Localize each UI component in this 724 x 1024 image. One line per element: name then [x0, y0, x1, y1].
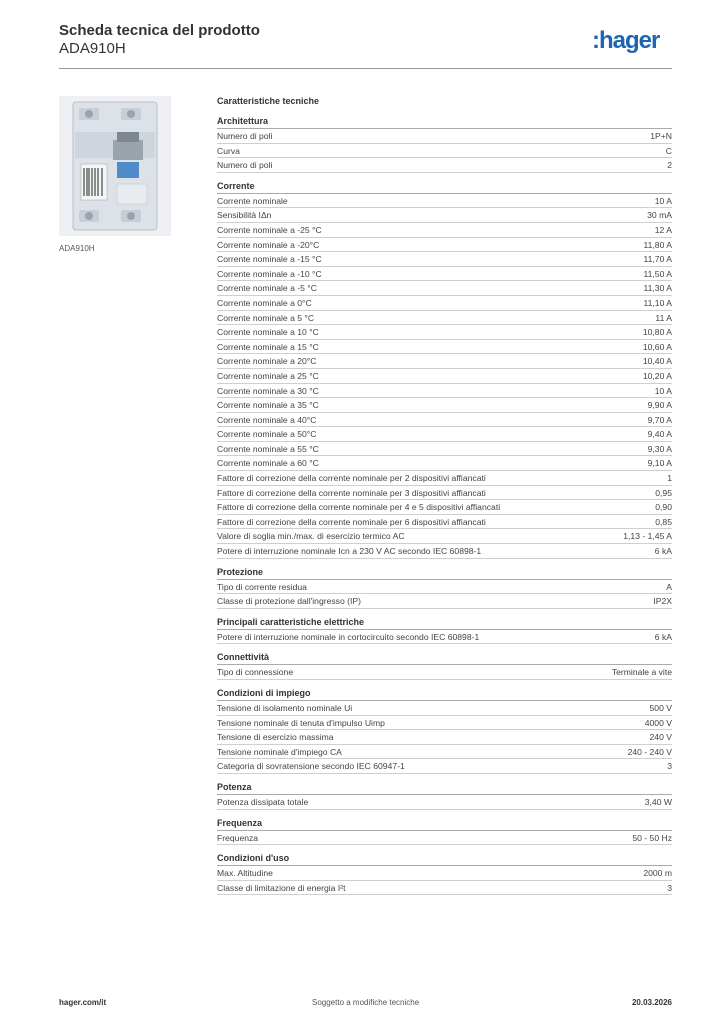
- section-title: Frequenza: [217, 816, 672, 831]
- section-title: Protezione: [217, 565, 672, 580]
- spec-row: [217, 340, 672, 355]
- page-title: Scheda tecnica del prodotto: [59, 22, 260, 39]
- spec-value: 9,90 A: [647, 400, 672, 411]
- spec-label: Frequenza: [217, 832, 259, 843]
- spec-label: Corrente nominale a -5 °C: [217, 283, 317, 294]
- spec-value: 3: [667, 761, 672, 772]
- spec-label: Tipo di connessione: [217, 667, 294, 678]
- spec-row: [217, 580, 672, 595]
- section-title: Principali caratteristiche elettriche: [217, 615, 672, 630]
- spec-label: Potere di interruzione nominale in cortocircuito secondo IEC 60898-1: [217, 631, 480, 642]
- spec-label: Potere di interruzione nominale Icn a 230 V AC secondo IEC 60898-1: [217, 546, 482, 557]
- spec-label: Corrente nominale a 0°C: [217, 297, 312, 308]
- spec-section: [217, 851, 672, 895]
- spec-label: Classe di limitazione di energia I²t: [217, 882, 346, 893]
- spec-label: Corrente nominale a -25 °C: [217, 224, 322, 235]
- header-divider: [59, 68, 672, 69]
- product-image: [59, 96, 171, 236]
- spec-value: 50 - 50 Hz: [632, 832, 672, 843]
- footer-notice: Soggetto a modifiche tecniche: [312, 998, 420, 1007]
- section-title: Condizioni di impiego: [217, 686, 672, 701]
- spec-label: Fattore di correzione della corrente nominale per 4 e 5 dispositivi affiancati: [217, 502, 501, 513]
- section-title: Corrente: [217, 179, 672, 194]
- spec-value: 12 A: [654, 224, 672, 235]
- spec-value: 1,13 - 1,45 A: [623, 531, 672, 542]
- technical-specs: [217, 94, 672, 895]
- spec-section: [217, 650, 672, 680]
- document-header: [59, 22, 260, 58]
- spec-value: 9,70 A: [647, 414, 672, 425]
- spec-label: Numero di poli: [217, 131, 273, 141]
- hager-logo: [592, 27, 672, 55]
- spec-value: 0,85: [655, 516, 672, 527]
- spec-row: [217, 486, 672, 501]
- spec-row: [217, 716, 672, 731]
- spec-value: 240 V: [649, 732, 672, 743]
- spec-value: 30 mA: [647, 210, 672, 221]
- spec-row: [217, 223, 672, 238]
- spec-label: Corrente nominale a 30 °C: [217, 385, 319, 396]
- spec-row: [217, 267, 672, 282]
- spec-label: Corrente nominale a -15 °C: [217, 254, 322, 265]
- spec-value: 4000 V: [644, 717, 672, 728]
- image-caption: ADA910H: [59, 244, 95, 253]
- spec-value: 10,40 A: [642, 356, 672, 367]
- section-title: Architettura: [217, 114, 672, 129]
- specs-title: Caratteristiche tecniche: [217, 96, 320, 106]
- spec-label: Numero di poli: [217, 160, 273, 171]
- spec-row: [217, 398, 672, 413]
- spec-section: [217, 615, 672, 645]
- spec-label: Valore di soglia min./max. di esercizio termico AC: [217, 531, 405, 542]
- spec-row: [217, 515, 672, 530]
- spec-row: [217, 831, 672, 846]
- spec-row: [217, 500, 672, 515]
- spec-value: 11 A: [655, 312, 672, 323]
- spec-label: Corrente nominale a 10 °C: [217, 327, 319, 338]
- spec-label: Tensione nominale d'impiego CA: [217, 746, 342, 757]
- spec-value: 11,50 A: [643, 268, 672, 279]
- spec-row: [217, 471, 672, 486]
- section-title: Connettività: [217, 650, 672, 665]
- spec-label: Fattore di correzione della corrente nominale per 3 dispositivi affiancati: [217, 487, 486, 498]
- spec-row: [217, 759, 672, 774]
- spec-value: 10,60 A: [642, 341, 672, 352]
- spec-row: [217, 296, 672, 311]
- spec-value: 6 kA: [654, 546, 672, 557]
- spec-row: [217, 866, 672, 881]
- spec-row: [217, 238, 672, 253]
- product-code: ADA910H: [59, 40, 126, 57]
- spec-value: 10,20 A: [642, 370, 672, 381]
- spec-value: 500 V: [649, 703, 672, 713]
- spec-label: Fattore di correzione della corrente nominale per 2 dispositivi affiancati: [217, 473, 486, 484]
- spec-row: [217, 369, 672, 384]
- spec-value: Terminale a vite: [611, 667, 672, 678]
- spec-section: [217, 114, 672, 173]
- spec-value: 9,40 A: [647, 429, 672, 440]
- spec-value: 240 - 240 V: [627, 746, 672, 757]
- spec-sections: [217, 114, 672, 895]
- spec-value: 1: [667, 473, 672, 484]
- spec-section: [217, 780, 672, 810]
- spec-label: Fattore di correzione della corrente nominale per 6 dispositivi affiancati: [217, 516, 486, 527]
- logo-text: :hager: [592, 27, 660, 54]
- spec-value: 11,80 A: [643, 239, 672, 250]
- spec-label: Tensione nominale di tenuta d'impulso Uimp: [217, 717, 385, 728]
- spec-label: Corrente nominale a 5 °C: [217, 312, 315, 323]
- spec-label: Max. Altitudine: [217, 868, 273, 879]
- spec-value: 9,30 A: [647, 443, 672, 454]
- spec-section: [217, 179, 672, 559]
- spec-row: [217, 325, 672, 340]
- spec-row: [217, 158, 672, 173]
- spec-row: [217, 665, 672, 680]
- spec-section: [217, 816, 672, 846]
- spec-section: [217, 565, 672, 609]
- spec-value: 3,40 W: [644, 796, 672, 807]
- footer-website-link[interactable]: hager.com/it: [59, 998, 107, 1007]
- spec-label: Tipo di corrente residua: [217, 581, 307, 592]
- spec-row: [217, 354, 672, 369]
- spec-value: 6 kA: [654, 631, 672, 642]
- spec-row: [217, 281, 672, 296]
- spec-label: Tensione di isolamento nominale Ui: [217, 703, 353, 713]
- spec-row: [217, 252, 672, 267]
- spec-row: [217, 730, 672, 745]
- spec-value: 11,30 A: [643, 283, 672, 294]
- spec-label: Corrente nominale a 55 °C: [217, 443, 319, 454]
- spec-label: Corrente nominale a 40°C: [217, 414, 317, 425]
- spec-value: 11,10 A: [643, 297, 672, 308]
- spec-row: [217, 194, 672, 209]
- spec-row: [217, 413, 672, 428]
- spec-label: Corrente nominale a 20°C: [217, 356, 317, 367]
- spec-label: Corrente nominale a 50°C: [217, 429, 317, 440]
- spec-row: [217, 529, 672, 544]
- spec-row: [217, 881, 672, 896]
- spec-row: [217, 384, 672, 399]
- spec-row: [217, 208, 672, 223]
- spec-row: [217, 427, 672, 442]
- spec-row: [217, 594, 672, 609]
- spec-label: Sensibilità IΔn: [217, 210, 272, 221]
- spec-label: Corrente nominale a 15 °C: [217, 341, 319, 352]
- spec-value: 0,90: [655, 502, 672, 513]
- spec-label: Corrente nominale a 35 °C: [217, 400, 319, 411]
- section-title: Condizioni d'uso: [217, 851, 672, 866]
- spec-label: Corrente nominale: [217, 195, 288, 206]
- spec-section: [217, 686, 672, 774]
- spec-value: A: [666, 581, 672, 592]
- spec-label: Corrente nominale a 60 °C: [217, 458, 319, 469]
- spec-label: Curva: [217, 145, 240, 156]
- spec-value: 3: [667, 882, 672, 893]
- spec-value: C: [665, 145, 672, 156]
- spec-value: 10 A: [654, 195, 672, 206]
- spec-row: [217, 630, 672, 645]
- spec-value: 1P+N: [650, 131, 672, 141]
- spec-row: [217, 701, 672, 716]
- spec-label: Categoria di sovratensione secondo IEC 60947-1: [217, 761, 405, 772]
- spec-label: Corrente nominale a 25 °C: [217, 370, 319, 381]
- spec-value: 10 A: [654, 385, 672, 396]
- spec-value: 2000 m: [643, 868, 672, 879]
- spec-row: [217, 311, 672, 326]
- section-title: Potenza: [217, 780, 672, 795]
- spec-row: [217, 544, 672, 559]
- spec-label: Classe di protezione dall'ingresso (IP): [217, 596, 361, 607]
- spec-value: 11,70 A: [643, 254, 672, 265]
- spec-label: Potenza dissipata totale: [217, 796, 309, 807]
- footer-date: 20.03.2026: [631, 998, 672, 1007]
- spec-row: [217, 745, 672, 760]
- spec-value: 10,80 A: [642, 327, 672, 338]
- spec-row: [217, 456, 672, 471]
- spec-row: [217, 144, 672, 159]
- spec-value: 2: [667, 160, 672, 171]
- spec-row: [217, 795, 672, 810]
- spec-label: Corrente nominale a -20°C: [217, 239, 320, 250]
- spec-value: 0,95: [655, 487, 672, 498]
- spec-row: [217, 442, 672, 457]
- spec-label: Tensione di esercizio massima: [217, 732, 334, 743]
- spec-label: Corrente nominale a -10 °C: [217, 268, 322, 279]
- spec-row: [217, 129, 672, 144]
- spec-value: 9,10 A: [647, 458, 672, 469]
- spec-value: IP2X: [653, 596, 672, 607]
